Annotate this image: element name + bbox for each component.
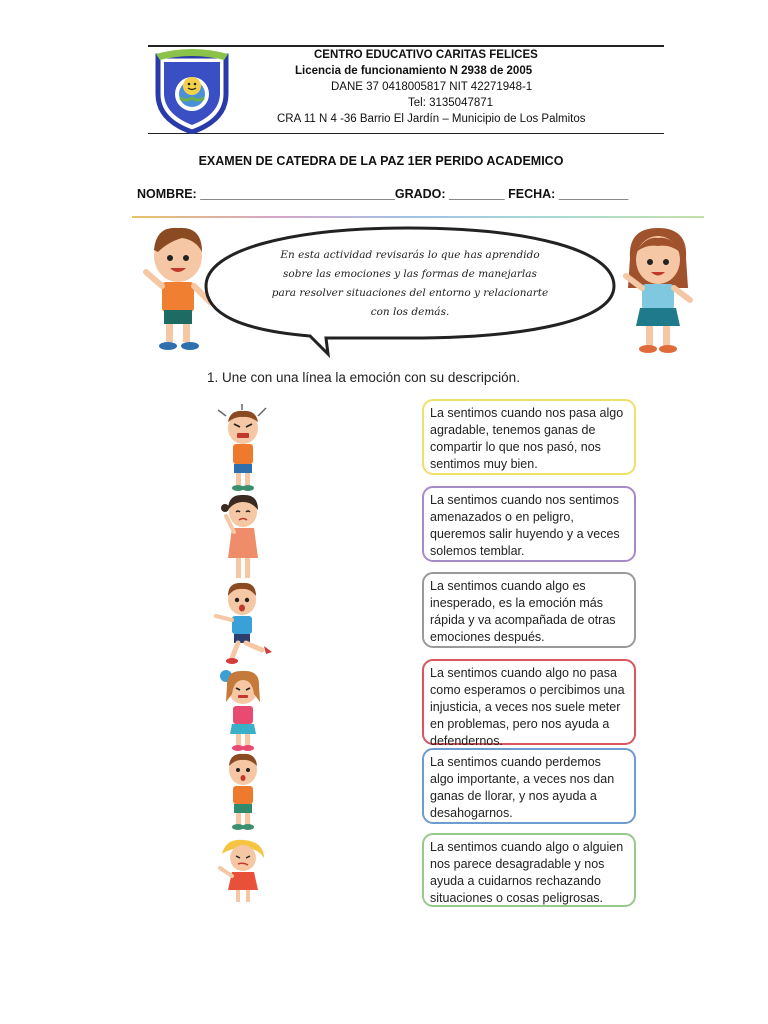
intro-text [255, 246, 565, 322]
phone-line: Tel: 3135047871 [408, 97, 494, 109]
description-card-5: La sentimos cuando perdemos algo importante, a veces nos dan ganas de llorar, y nos ayuda a desahogarnos. [422, 748, 636, 824]
disgusted-girl-illustration [208, 836, 274, 908]
sad-girl-illustration [212, 490, 274, 586]
surprised-running-child-illustration [208, 576, 278, 666]
rainbow-divider [132, 216, 704, 218]
student-fields-line: NOMBRE: ____________________________GRADO: ________ FECHA: __________ [137, 187, 629, 201]
question-instruction: 1. Une con una línea la emoción con su descripción. [207, 370, 520, 385]
address-line: CRA 11 N 4 -36 Barrio El Jardín – Municipio de Los Palmitos [277, 113, 586, 125]
description-card-6: La sentimos cuando algo o alguien nos parece desagradable y nos ayuda a cuidarnos rechazando situaciones o cosas peligrosas. [422, 833, 636, 907]
license-line: Licencia de funcionamiento N 2938 de 2005 [295, 65, 533, 77]
school-crest-logo [150, 46, 234, 134]
description-card-4: La sentimos cuando algo no pasa como esperamos o percibimos una injusticia, a veces nos suele meter en problemas, pero nos ayuda a defendernos. [422, 659, 636, 745]
exam-title: EXAMEN DE CATEDRA DE LA PAZ 1ER PERIDO ACADEMICO [198, 154, 564, 168]
sad-boy-illustration [212, 748, 274, 832]
intro-line-4: con los demás. [370, 306, 450, 318]
school-name: CENTRO EDUCATIVO CARITAS FELICES [314, 49, 538, 61]
angry-child-illustration [212, 402, 274, 492]
description-card-3: La sentimos cuando algo es inesperado, es la emoción más rápida y va acompañada de otras emociones después. [422, 572, 636, 648]
intro-line-1: En esta actividad revisarás lo que has aprendido [280, 249, 540, 261]
description-card-1: La sentimos cuando nos pasa algo agradable, tenemos ganas de compartir lo que nos pasó, nos sentimos muy bien. [422, 399, 636, 475]
intro-line-2: sobre las emociones y las formas de manejarlas [283, 268, 537, 280]
school-info [240, 47, 600, 127]
dane-nit-line: DANE 37 0418005817 NIT 42271948-1 [331, 81, 533, 93]
intro-line-3: para resolver situaciones del entorno y relacionarte [271, 287, 549, 299]
girl-character-illustration [616, 222, 700, 356]
description-card-2: La sentimos cuando nos sentimos amenazados o en peligro, queremos salir huyendo y a veces solemos temblar. [422, 486, 636, 562]
upset-girl-illustration [212, 664, 274, 754]
